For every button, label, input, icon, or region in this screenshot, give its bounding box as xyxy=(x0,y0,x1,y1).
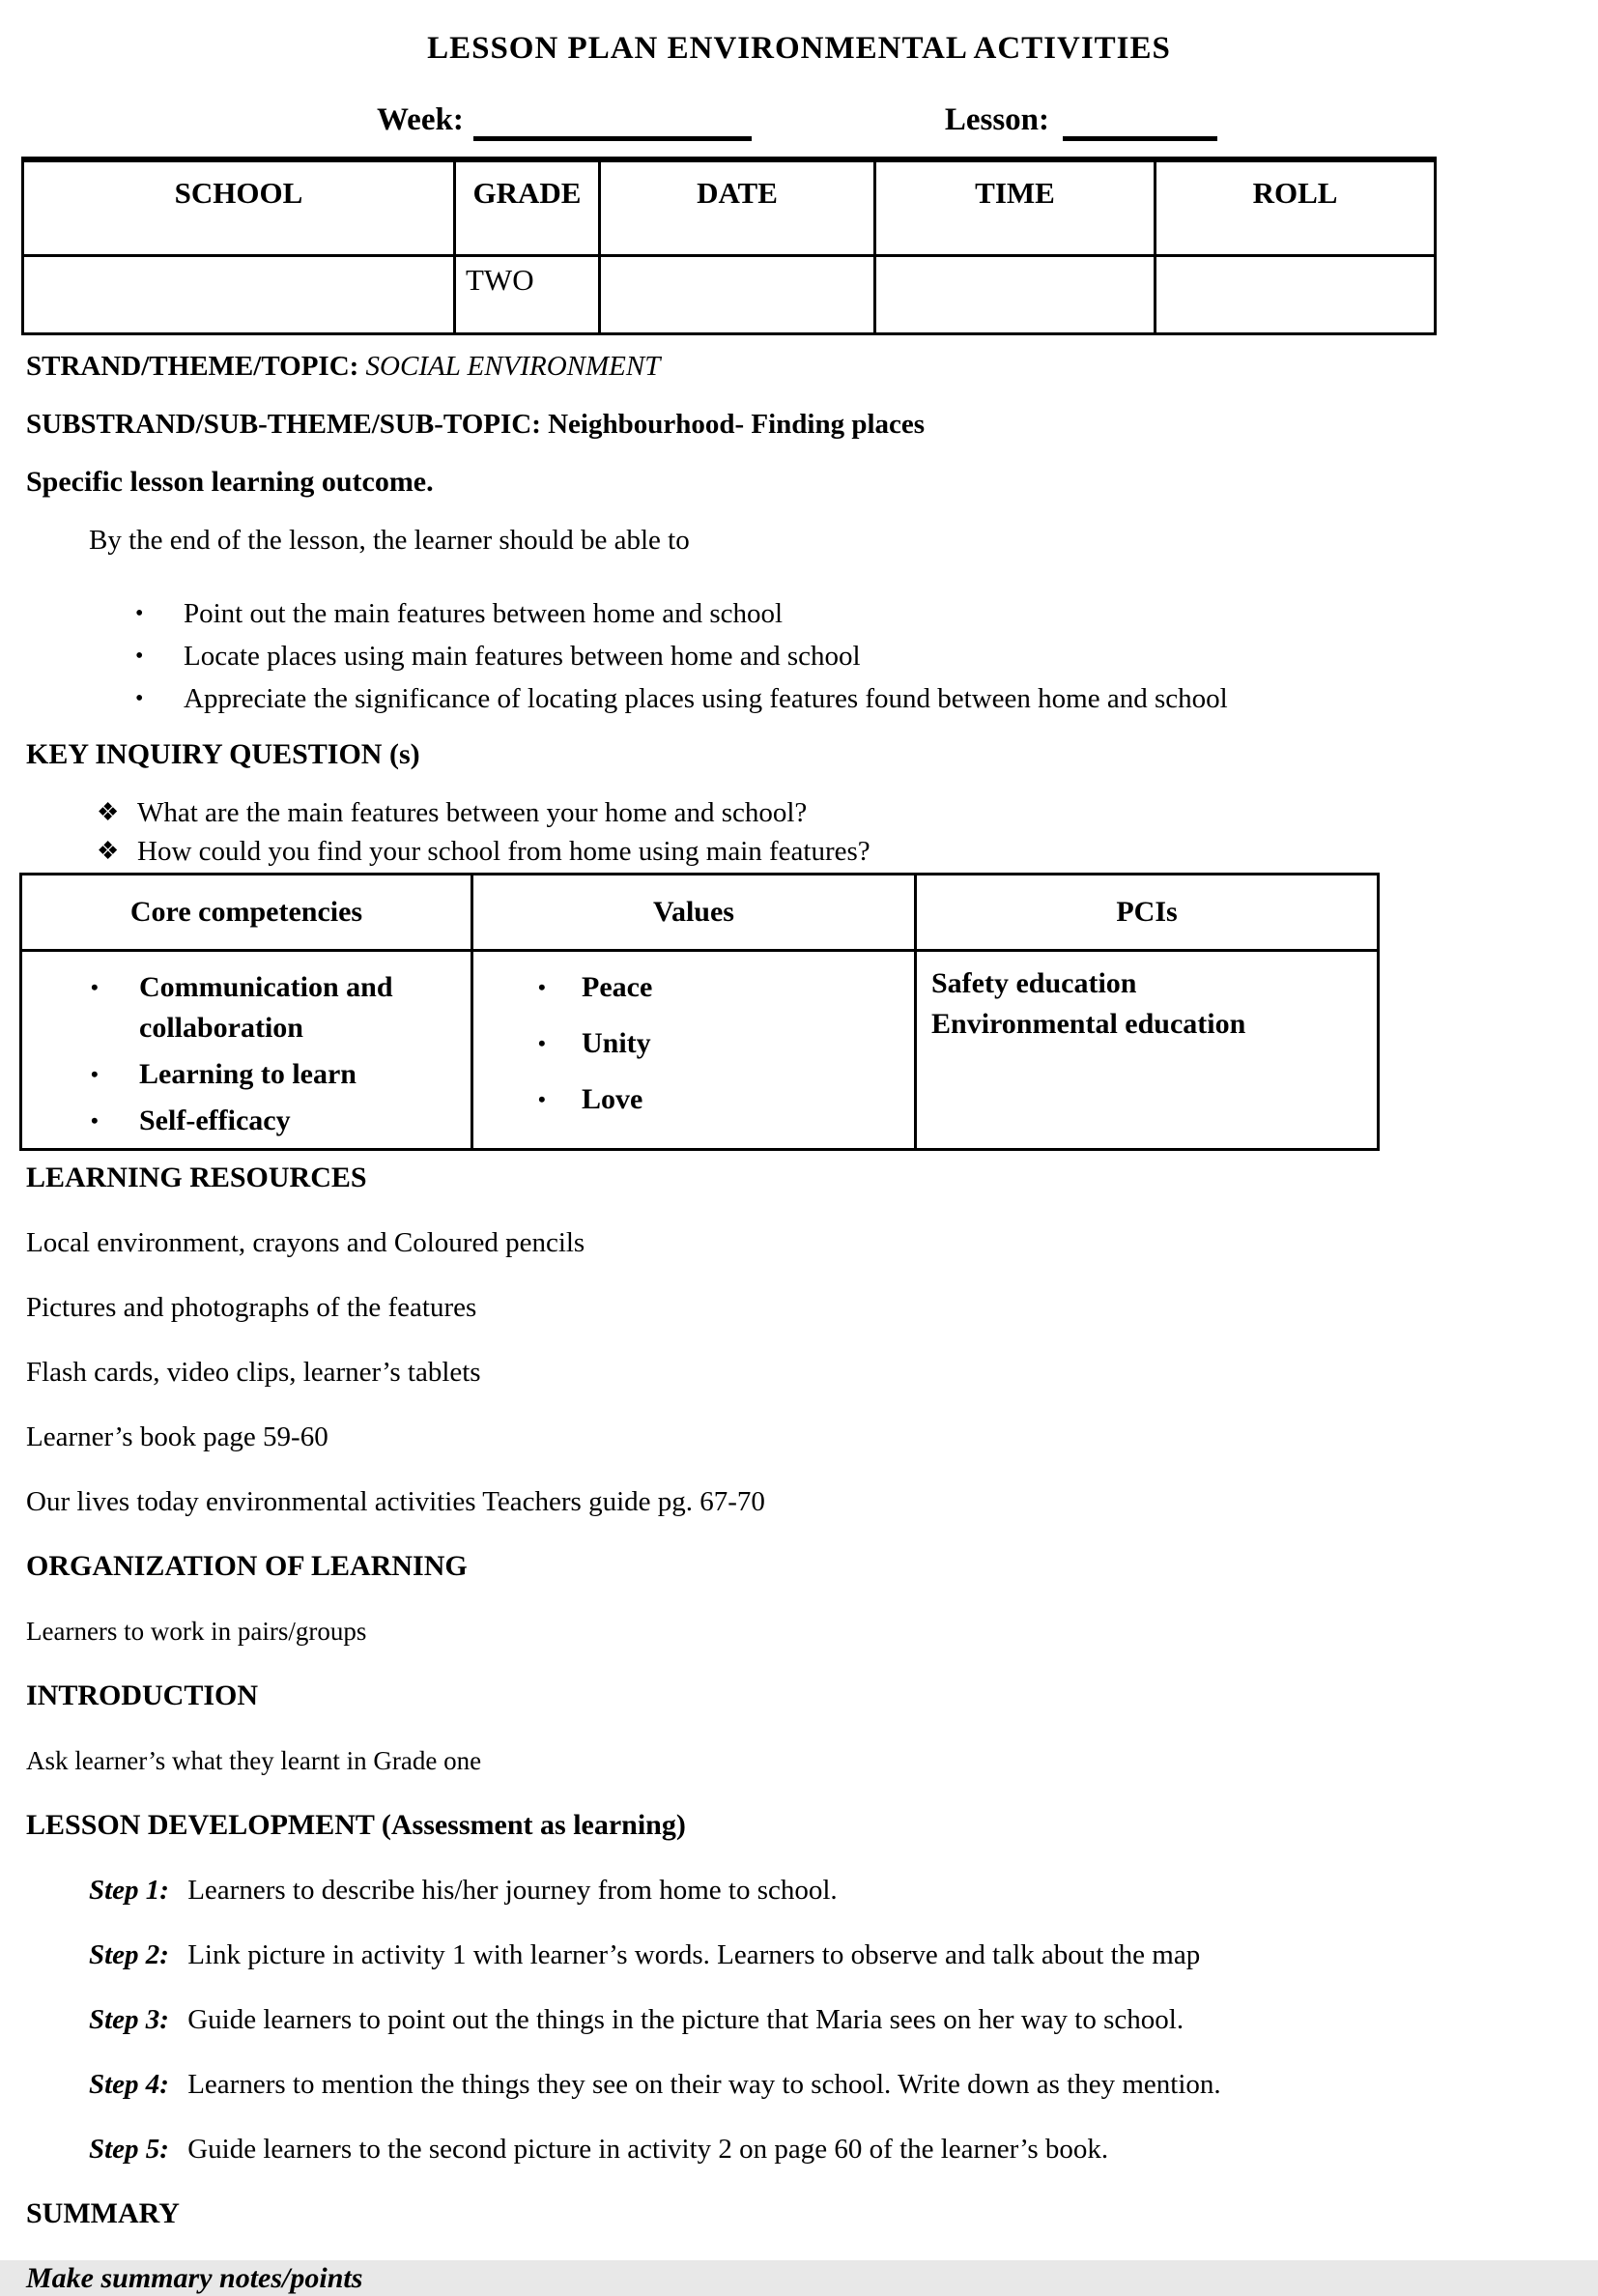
week-lesson-row xyxy=(377,99,1598,141)
info-header-grade: GRADE xyxy=(455,159,600,256)
lesson-step xyxy=(89,2132,1598,2167)
step-text: Link picture in activity 1 with learner’s words. Learners to observe and talk about the map xyxy=(187,1939,1201,1970)
substrand-line xyxy=(26,407,1598,442)
strand-value: SOCIAL ENVIRONMENT xyxy=(365,351,661,382)
list-item xyxy=(97,834,1598,869)
learning-resource-item: Flash cards, video clips, learner’s tablets xyxy=(26,1357,481,1388)
lesson-label: Lesson: xyxy=(944,102,1050,137)
lesson-step xyxy=(89,1937,1598,1972)
lesson-blank-line xyxy=(1063,100,1217,141)
competency-header-values: Values xyxy=(472,875,916,951)
outcome-heading: Specific lesson learning outcome. xyxy=(26,466,434,498)
learning-resource-item: Pictures and photographs of the features xyxy=(26,1292,477,1323)
lesson-step xyxy=(89,1873,1598,1908)
core-competency-text: Self-efficacy xyxy=(139,1105,291,1136)
info-table-header-row xyxy=(23,159,1436,256)
list-item xyxy=(538,1023,913,1064)
step-label: Step 3: xyxy=(89,2004,169,2035)
bullet-icon: • xyxy=(91,1062,99,1086)
core-competencies-list xyxy=(23,967,470,1141)
diamond-bullet-icon: ❖ xyxy=(97,837,120,865)
summary-heading: SUMMARY xyxy=(26,2197,180,2229)
list-item xyxy=(538,1079,913,1120)
week-label: Week: xyxy=(377,102,464,137)
outcome-bullet-list xyxy=(0,596,1598,716)
learning-resources-heading: LEARNING RESOURCES xyxy=(26,1162,367,1193)
introduction-text: Ask learner’s what they learnt in Grade one xyxy=(26,1746,482,1775)
bullet-icon: • xyxy=(135,644,144,669)
substrand-value: Neighbourhood- Finding places xyxy=(548,409,926,440)
info-cell-date xyxy=(600,256,875,334)
key-inquiry-question: How could you find your school from home using main features? xyxy=(137,836,870,867)
step-label: Step 1: xyxy=(89,1875,169,1906)
school-info-table xyxy=(21,157,1437,335)
pci-text: Environmental education xyxy=(931,1008,1246,1040)
step-text: Guide learners to the second picture in activity 2 on page 60 of the learner’s book. xyxy=(187,2134,1109,2165)
pci-text: Safety education xyxy=(931,967,1137,999)
organization-heading: ORGANIZATION OF LEARNING xyxy=(26,1550,468,1582)
list-item xyxy=(135,681,1598,716)
key-inquiry-heading: KEY INQUIRY QUESTION (s) xyxy=(26,738,420,770)
list-item xyxy=(91,1101,470,1141)
bullet-icon: • xyxy=(538,975,546,999)
info-header-school: SCHOOL xyxy=(23,159,455,256)
bullet-icon: • xyxy=(135,686,144,711)
introduction-heading: INTRODUCTION xyxy=(26,1679,259,1711)
info-table-data-row xyxy=(23,256,1436,334)
competency-header-pcis: PCIs xyxy=(916,875,1379,951)
list-item xyxy=(91,967,470,1048)
value-text: Unity xyxy=(582,1027,651,1059)
competency-table xyxy=(19,873,1380,1151)
outcome-bullet-text: Point out the main features between home and school xyxy=(184,598,784,629)
learning-resource-item: Local environment, crayons and Coloured pencils xyxy=(26,1227,585,1258)
outcome-bullet-text: Appreciate the significance of locating places using features found between home and school xyxy=(184,683,1228,714)
bullet-icon: • xyxy=(91,975,99,999)
learning-resource-item: Our lives today environmental activities Teachers guide pg. 67-70 xyxy=(26,1486,765,1517)
value-text: Love xyxy=(582,1083,643,1115)
competency-table-body-row xyxy=(21,951,1379,1150)
list-item xyxy=(135,596,1598,631)
info-cell-grade: TWO xyxy=(455,256,600,334)
organization-text: Learners to work in pairs/groups xyxy=(26,1617,367,1646)
step-text: Guide learners to point out the things in the picture that Maria sees on her way to school. xyxy=(187,2004,1184,2035)
lesson-step xyxy=(89,2067,1598,2102)
values-list xyxy=(474,967,913,1120)
info-header-time: TIME xyxy=(875,159,1156,256)
week-blank-line xyxy=(473,100,752,141)
lesson-development-heading: LESSON DEVELOPMENT (Assessment as learning) xyxy=(26,1809,686,1841)
info-cell-school xyxy=(23,256,455,334)
info-cell-time xyxy=(875,256,1156,334)
core-competency-text: Communication and collaboration xyxy=(139,971,393,1044)
info-cell-roll xyxy=(1156,256,1436,334)
core-competencies-cell xyxy=(21,951,472,1150)
step-label: Step 4: xyxy=(89,2069,169,2100)
key-inquiry-question: What are the main features between your home and school? xyxy=(137,797,808,828)
info-header-date: DATE xyxy=(600,159,875,256)
strand-label: STRAND/THEME/TOPIC: xyxy=(26,351,359,382)
bullet-icon: • xyxy=(135,601,144,626)
competency-table-header-row xyxy=(21,875,1379,951)
bullet-icon: • xyxy=(91,1108,99,1133)
value-text: Peace xyxy=(582,971,653,1003)
bullet-icon: • xyxy=(538,1031,546,1055)
values-cell xyxy=(472,951,916,1150)
key-inquiry-list xyxy=(0,795,1598,869)
bullet-icon: • xyxy=(538,1087,546,1111)
step-text: Learners to mention the things they see on their way to school. Write down as they mention. xyxy=(187,2069,1221,2100)
list-item xyxy=(91,1054,470,1095)
step-label: Step 5: xyxy=(89,2134,169,2165)
pcis-cell xyxy=(916,951,1379,1150)
step-text: Learners to describe his/her journey from home to school. xyxy=(187,1875,838,1906)
document-title: LESSON PLAN ENVIRONMENTAL ACTIVITIES xyxy=(427,31,1171,66)
outcome-bullet-text: Locate places using main features between home and school xyxy=(184,641,861,672)
diamond-bullet-icon: ❖ xyxy=(97,798,120,826)
core-competency-text: Learning to learn xyxy=(139,1058,357,1090)
strand-line xyxy=(26,349,1598,384)
list-item xyxy=(135,639,1598,674)
info-header-roll: ROLL xyxy=(1156,159,1436,256)
lesson-step xyxy=(89,2002,1598,2037)
step-label: Step 2: xyxy=(89,1939,169,1970)
substrand-label: SUBSTRAND/SUB-THEME/SUB-TOPIC: xyxy=(26,409,541,440)
learning-resource-item: Learner’s book page 59-60 xyxy=(26,1421,328,1452)
list-item xyxy=(538,967,913,1008)
summary-text: Make summary notes/points xyxy=(26,2262,363,2294)
list-item xyxy=(97,795,1598,830)
outcome-intro: By the end of the lesson, the learner should be able to xyxy=(89,525,690,556)
competency-header-core: Core competencies xyxy=(21,875,472,951)
